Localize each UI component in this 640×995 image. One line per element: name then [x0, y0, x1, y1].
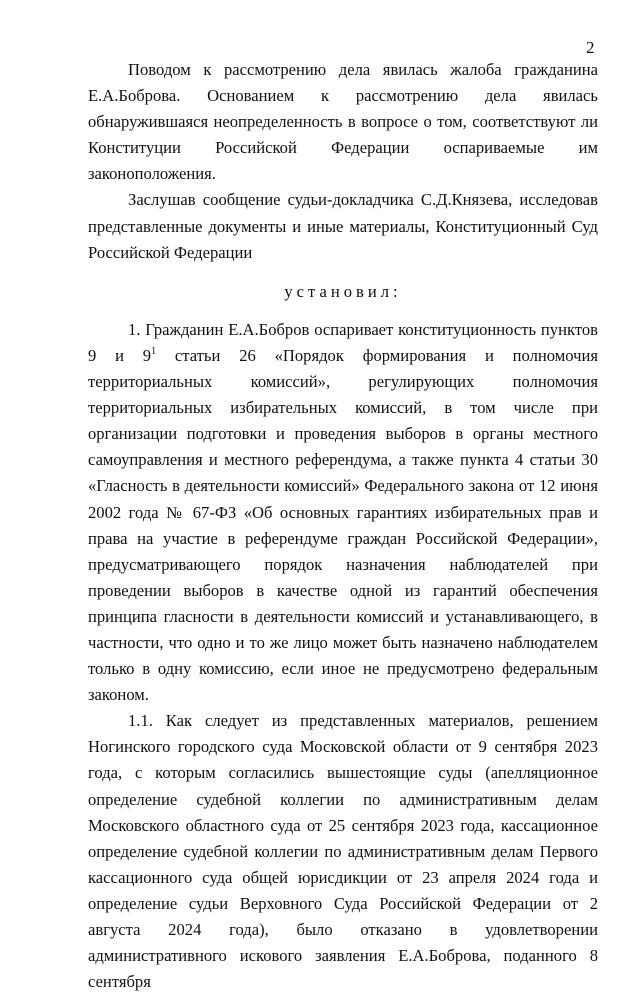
- page-number: 2: [586, 38, 595, 57]
- paragraph-1-start: 1. Гражданин Е.А.Бобров оспаривает конституционность пунктов 9 и 9: [88, 319, 598, 365]
- paragraph-1-rest: статьи 26 «Порядок формирования и полномочия территориальных комиссий», регулирующих полномочия территориальных избирательных комиссий, в том числе при организации подготовки и проведения выборов в органы местного самоуправления и местного референдума, а также пункта 4 статьи 30 «Гласность в деятельности комиссий» Федерального закона от 12 июня 2002 года № 67-ФЗ «Об основных гарантиях избирательных прав и права на участие в референдуме граждан Российской Федерации», предусматривающего порядок назначения наблюдателей при проведении выборов в качестве одной из гарантий обеспечения принципа гласности в деятельности комиссий и устанавливающего, в частности, что одно и то же лицо может быть назначено наблюдателем только в одну комиссию, если иное не предусмотрено федеральным законом.: [88, 345, 598, 705]
- section-heading: установил:: [284, 281, 402, 301]
- paragraph-1: [88, 317, 598, 708]
- superscript-index: 1: [151, 345, 157, 357]
- document-body: [88, 57, 598, 995]
- paragraph-intro: Поводом к рассмотрению дела явилась жалоба гражданина Е.А.Боброва. Основанием к рассмотрению дела явилась обнаружившаяся неопределенность в вопросе о том, соответствуют ли Конституции Российской Федерации оспариваемые им законоположения.: [88, 60, 598, 184]
- paragraph-1-1: 1.1. Как следует из представленных материалов, решением Ногинского городского суда Московской области от 9 сентября 2023 года, с которым согласились вышестоящие суды (апелляционное определение судебной коллегии по административным делам Московского областного суда от 25 сентября 2023 года, кассационное определение судебной коллегии по административным делам Первого кассационного суда общей юрисдикции от 23 апреля 2024 года и определение судьи Верховного Суда Российской Федерации от 2 августа 2024 года), было отказано в удовлетворении административного искового заявления Е.А.Боброва, поданного 8 сентября: [88, 711, 598, 992]
- paragraph-hearing: Заслушав сообщение судьи-докладчика С.Д.Князева, исследовав представленные документы и иные материалы, Конституционный Суд Российской Федерации: [88, 190, 598, 262]
